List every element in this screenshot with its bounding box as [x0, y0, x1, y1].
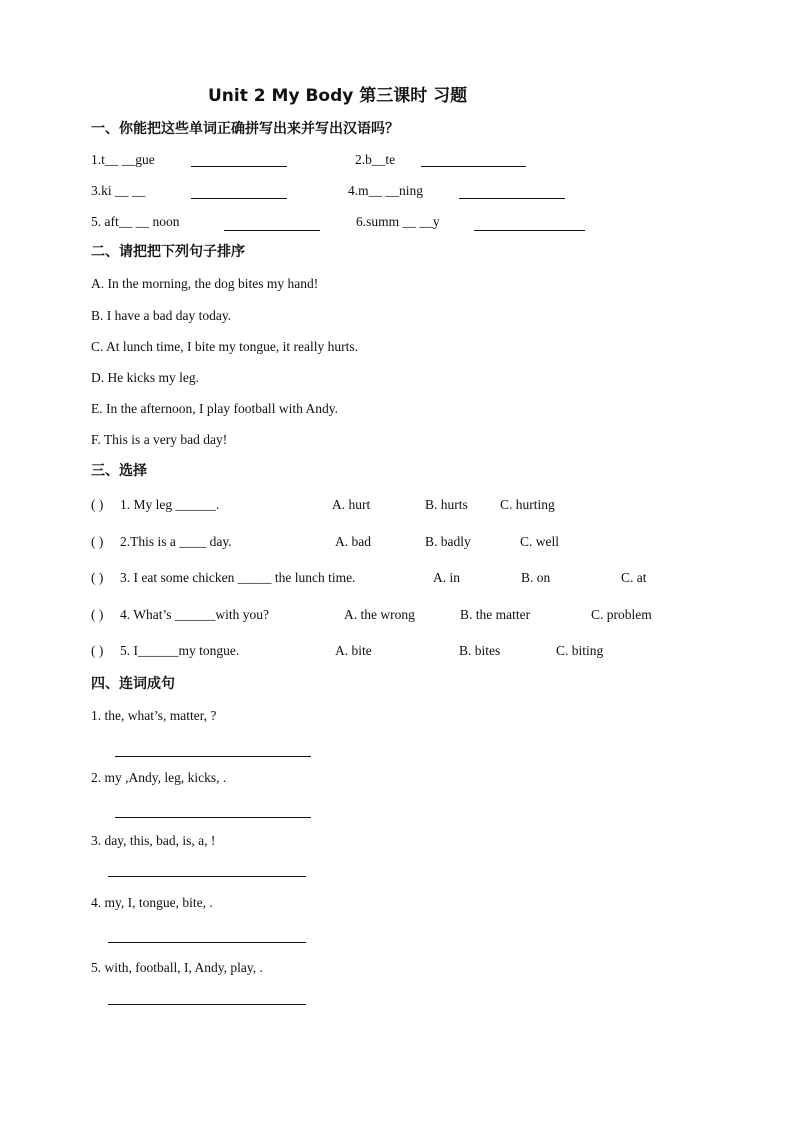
answer-blank: [224, 230, 320, 231]
answer-line: [108, 876, 306, 877]
question-paren: ( ): [91, 643, 104, 658]
word-order-item-4: 4. my, I, tongue, bite, .: [91, 895, 213, 910]
spelling-item-1: 1.t__ __gue: [91, 152, 155, 167]
question-paren: ( ): [91, 570, 104, 585]
section3-heading: 三、选择: [91, 463, 147, 479]
word-order-item-2: 2. my ,Andy, leg, kicks, .: [91, 770, 227, 785]
sentence-d: D. He kicks my leg.: [91, 370, 199, 385]
word-order-item-3: 3. day, this, bad, is, a, !: [91, 833, 216, 848]
sentence-a: A. In the morning, the dog bites my hand!: [91, 276, 319, 291]
sentence-c: C. At lunch time, I bite my tongue, it really hurts.: [91, 339, 358, 354]
answer-line: [115, 756, 311, 757]
option-b: B. the matter: [460, 607, 531, 622]
word-order-item-5: 5. with, football, I, Andy, play, .: [91, 960, 263, 975]
sentence-b: B. I have a bad day today.: [91, 308, 232, 323]
option-b: B. on: [521, 570, 551, 585]
option-a: A. in: [433, 570, 460, 585]
option-a: A. the wrong: [344, 607, 415, 622]
answer-blank: [421, 166, 526, 167]
option-c: C. at: [621, 570, 647, 585]
option-a: A. hurt: [332, 497, 371, 512]
question-stem: 2.This is a ____ day.: [120, 534, 232, 549]
question-paren: ( ): [91, 534, 104, 549]
option-c: C. hurting: [500, 497, 555, 512]
option-c: C. problem: [591, 607, 652, 622]
page-title: Unit 2 My Body 第三课时 习题: [208, 86, 468, 106]
spelling-item-6: 6.summ __ __y: [356, 214, 440, 229]
answer-blank: [191, 198, 287, 199]
question-stem: 5. I______my tongue.: [120, 643, 240, 658]
section2-heading: 二、请把把下列句子排序: [91, 244, 245, 260]
answer-blank: [191, 166, 287, 167]
sentence-f: F. This is a very bad day!: [91, 432, 228, 447]
question-stem: 3. I eat some chicken _____ the lunch time.: [120, 570, 356, 585]
option-c: C. well: [520, 534, 559, 549]
option-b: B. badly: [425, 534, 471, 549]
spelling-item-3: 3.ki __ __: [91, 183, 146, 198]
question-paren: ( ): [91, 607, 104, 622]
answer-line: [108, 1004, 306, 1005]
answer-line: [115, 817, 311, 818]
answer-blank: [474, 230, 585, 231]
spelling-item-5: 5. aft__ __ noon: [91, 214, 180, 229]
spelling-item-4: 4.m__ __ning: [348, 183, 424, 198]
option-a: A. bad: [335, 534, 371, 549]
answer-line: [108, 942, 306, 943]
option-a: A. bite: [335, 643, 372, 658]
sentence-e: E. In the afternoon, I play football with Andy.: [91, 401, 338, 416]
option-b: B. bites: [459, 643, 501, 658]
spelling-item-2: 2.b__te: [355, 152, 396, 167]
section1-heading: 一、你能把这些单词正确拼写出来并写出汉语吗？: [91, 121, 399, 137]
option-c: C. biting: [556, 643, 604, 658]
section4-heading: 四、连词成句: [91, 676, 175, 692]
word-order-item-1: 1. the, what’s, matter, ?: [91, 708, 217, 723]
option-b: B. hurts: [425, 497, 468, 512]
question-paren: ( ): [91, 497, 104, 512]
answer-blank: [459, 198, 565, 199]
question-stem: 4. What’s ______with you?: [120, 607, 269, 622]
question-stem: 1. My leg ______.: [120, 497, 220, 512]
